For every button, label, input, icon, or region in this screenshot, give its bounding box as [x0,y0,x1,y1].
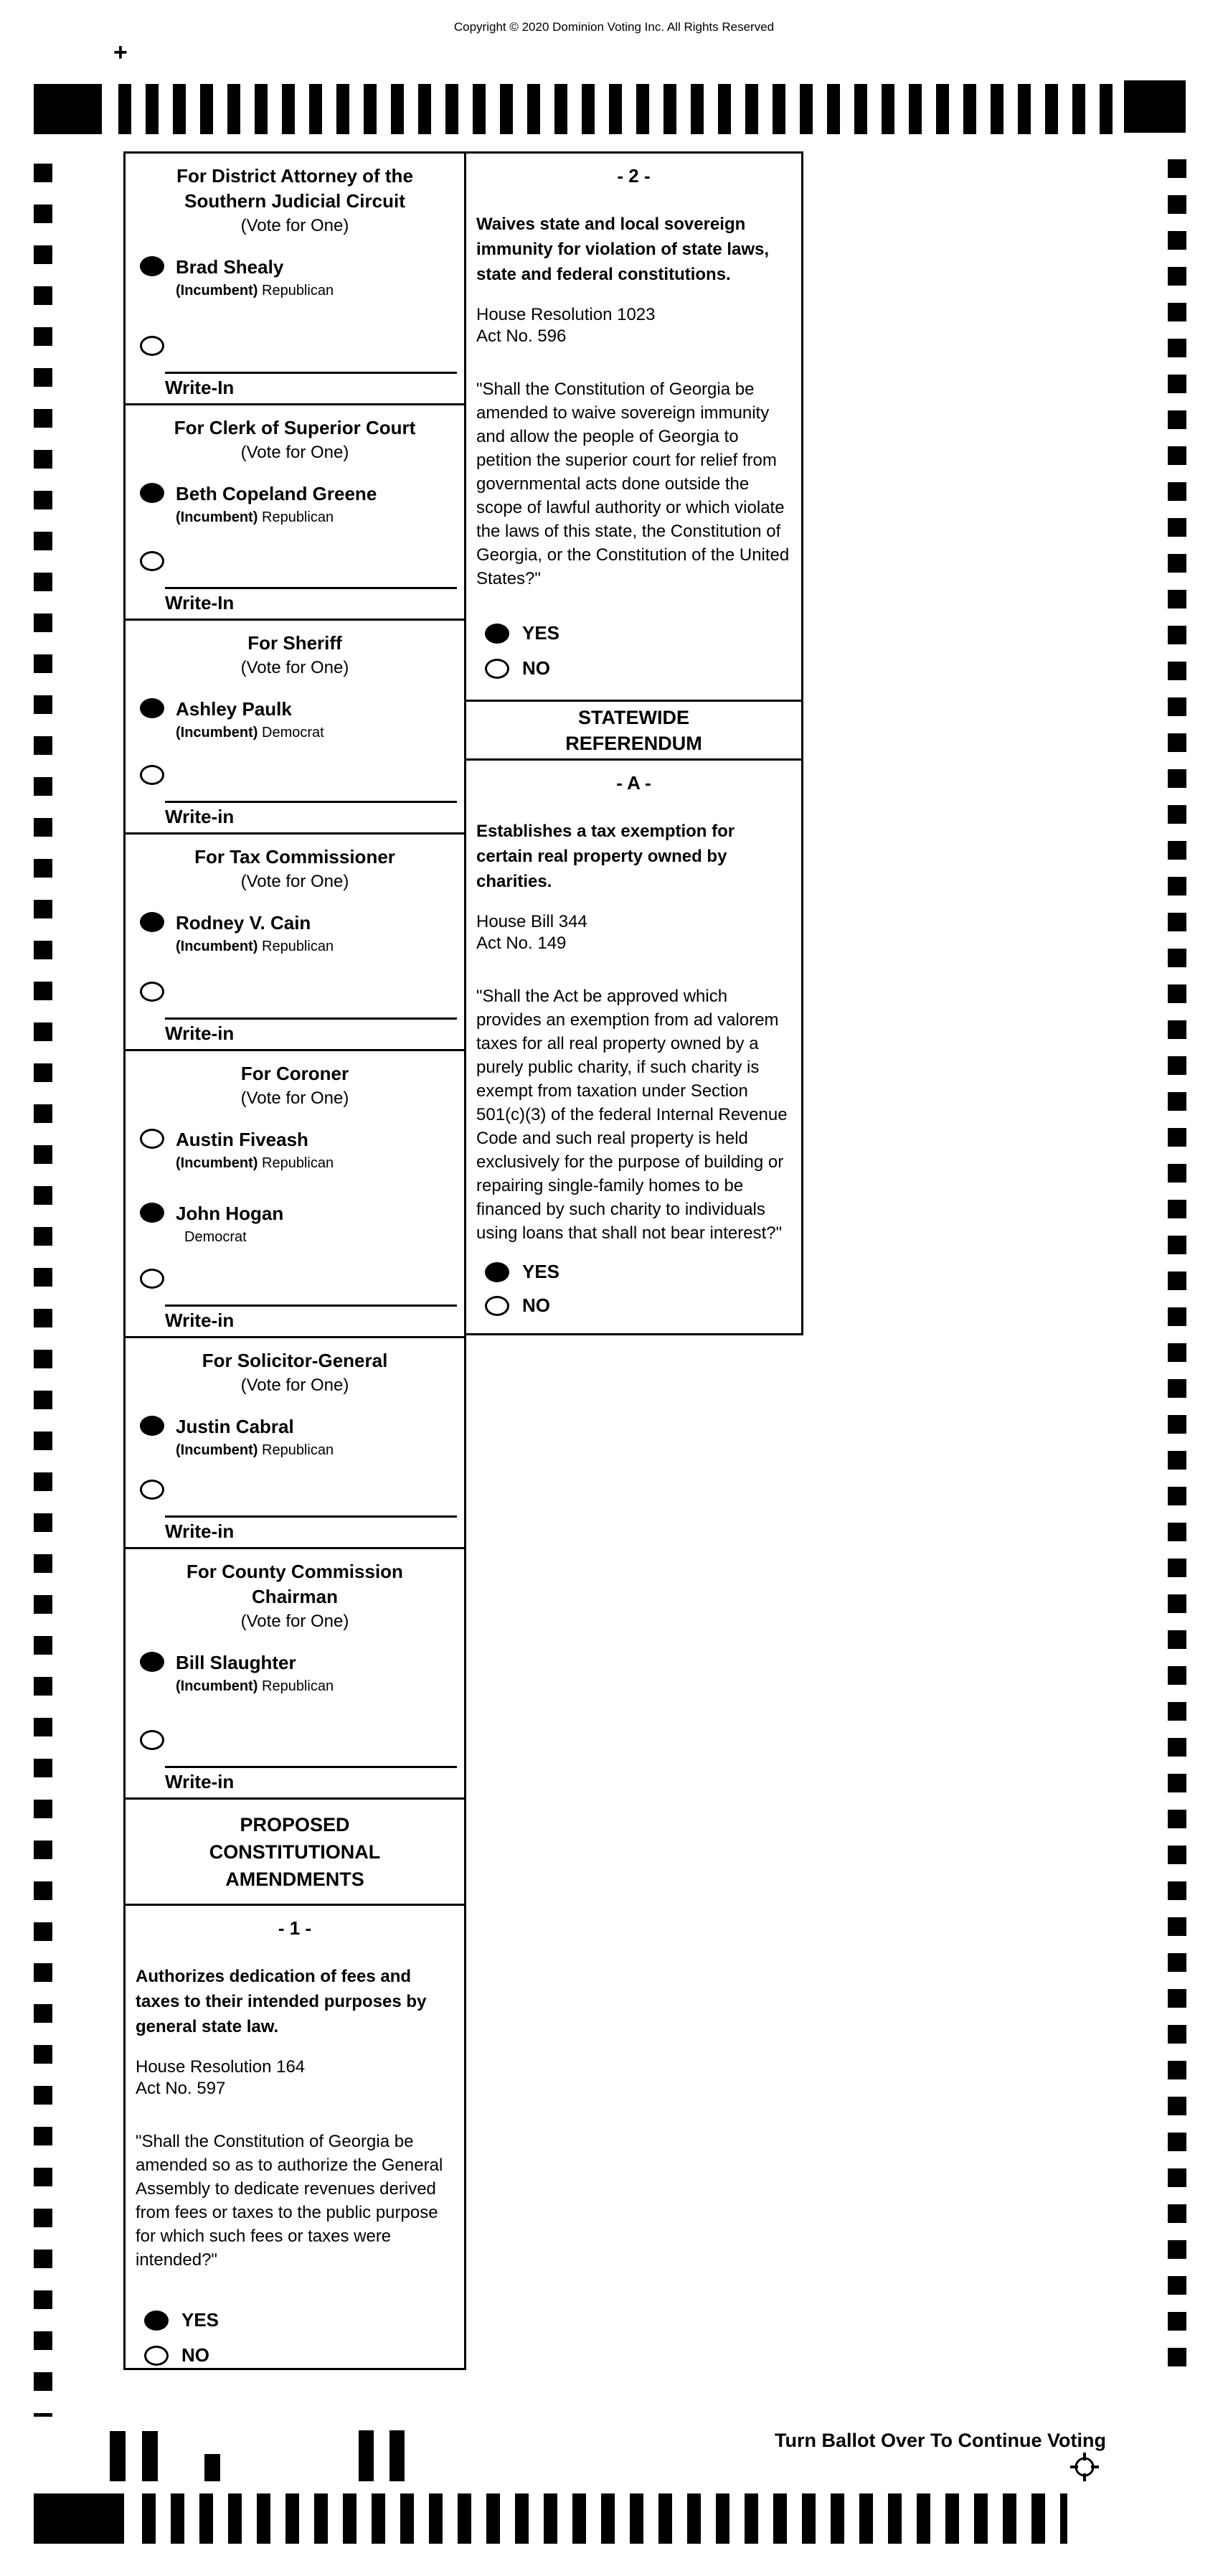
incumbent-label: (Incumbent) [176,509,258,525]
write-in-oval[interactable] [140,336,164,356]
contest-title: For Coroner [240,1063,349,1084]
measure-references: House Resolution 164 Act No. 597 [136,2057,306,2098]
write-in-oval[interactable] [140,1730,164,1750]
vote-instruction: (Vote for One) [240,216,349,235]
candidate-oval[interactable] [140,1129,164,1149]
ballot-column-right [464,151,803,1335]
measure-references: House Resolution 1023 Act No. 596 [476,305,656,346]
timing-block-top-right [1124,80,1186,133]
write-in-oval[interactable] [140,982,164,1002]
no-row [476,657,791,680]
measure-question: "Shall the Act be approved which provides an exemption from ad valorem taxes for all real property owned by a purely public charity, if such charity is exempt from taxation under Section 501(c)(3) of the federal Internal Revenue Code and such real property is held exclusively for the purpose of building or repairing single-family homes to be financed by such charity to individuals using loans that shall not bear interest?" [476,987,788,1243]
referendum-header [466,702,801,761]
candidate-party [176,1228,283,1246]
referendum-a [466,761,801,1332]
candidate-oval[interactable] [140,698,164,718]
stub-mark [110,2431,126,2481]
party-label: Democrat [184,1229,247,1245]
write-in-oval[interactable] [140,1269,164,1289]
candidate-party [176,1677,334,1696]
contest-clerk-superior-court [126,405,464,621]
candidate-row [126,698,464,742]
write-in-label: Write-in [165,1023,235,1044]
candidate-row [126,256,464,300]
measure-question: "Shall the Constitution of Georgia be amended to waive sovereign immunity and allow the people of Georgia to petition the superior court for relief from governmental acts done outside the scope of lawful authority or which violate the laws of this state, the Constitution of Georgia, or the Constitution of the United States?" [476,380,790,588]
no-label: NO [181,2344,209,2366]
timing-marks-right [1168,159,1186,2371]
no-row [476,1294,791,1317]
no-oval[interactable] [485,659,509,679]
candidate-party [176,281,334,300]
yes-label: YES [181,2309,219,2331]
candidate-oval[interactable] [140,256,164,276]
contest-district-attorney [126,154,464,405]
candidate-name: Justin Cabral [176,1416,294,1437]
candidate-oval[interactable] [140,1416,164,1436]
measure-number: - 2 - [617,165,651,187]
candidate-party [176,508,377,527]
candidate-oval[interactable] [140,483,164,503]
party-label: Republican [262,509,334,525]
party-label: Republican [262,939,334,954]
incumbent-label: (Incumbent) [176,725,258,741]
candidate-row [126,912,464,956]
candidate-party [176,723,324,742]
stub-mark [359,2430,374,2481]
yes-row [476,1261,791,1283]
yes-row [476,622,791,644]
candidate-name: Bill Slaughter [176,1652,296,1673]
contest-title: For District Attorney of the Southern Judicial Circuit [176,165,413,212]
write-in-area[interactable] [165,801,457,828]
measure-question: "Shall the Constitution of Georgia be amended so as to authorize the General Assembly to dedicate revenues derived from fees or taxes to the public purpose for which such fees or taxes were intended?" [136,2132,443,2270]
no-oval[interactable] [144,2346,169,2366]
candidate-row [126,1652,464,1696]
contest-title: For County Commission Chairman [186,1561,403,1607]
yes-oval[interactable] [485,624,509,644]
amendment-2 [466,154,801,702]
no-label: NO [522,1294,550,1316]
stub-mark [204,2454,220,2481]
write-in-area[interactable] [165,1766,457,1793]
candidate-name: Austin Fiveash [176,1129,308,1150]
candidate-oval[interactable] [140,1203,164,1223]
measure-number: - 1 - [278,1917,312,1939]
candidate-name: Beth Copeland Greene [176,483,377,504]
no-row [136,2344,454,2366]
contest-title: For Tax Commissioner [194,846,395,868]
contest-sheriff [126,621,464,835]
contest-title: For Sheriff [247,632,342,654]
amendments-header-text: PROPOSED CONSTITUTIONAL AMENDMENTS [209,1813,381,1890]
candidate-oval[interactable] [140,912,164,932]
ballot-column-left [123,151,466,2370]
contest-county-commission-chairman [126,1549,464,1800]
stub-code: 35 [389,2443,402,2455]
candidate-oval[interactable] [140,1652,164,1672]
candidate-party [176,937,334,956]
no-label: NO [522,657,550,679]
write-in-area[interactable] [165,372,457,399]
party-label: Democrat [262,725,324,741]
amendment-1 [126,1906,464,2368]
party-label: Republican [262,1442,334,1458]
write-in-label: Write-in [165,1771,235,1792]
candidate-name: John Hogan [176,1203,284,1224]
measure-summary: Authorizes dedication of fees and taxes to their intended purposes by general state law. [136,1967,427,2036]
registration-plus-icon: + [113,39,128,66]
yes-label: YES [522,622,560,644]
write-in-label: Write-In [165,377,235,398]
vote-instruction: (Vote for One) [240,1089,349,1108]
candidate-row [126,1416,464,1459]
write-in-label: Write-In [165,592,235,614]
candidate-name: Ashley Paulk [176,698,292,720]
incumbent-label: (Incumbent) [176,939,258,954]
yes-oval[interactable] [144,2311,169,2331]
contest-coroner [126,1051,464,1338]
candidate-row [126,483,464,527]
write-in-area[interactable] [165,1515,457,1543]
yes-label: YES [522,1261,560,1282]
amendments-header [126,1800,464,1906]
write-in-label: Write-in [165,806,235,827]
party-label: Republican [262,283,334,299]
measure-summary: Establishes a tax exemption for certain real property owned by charities. [476,822,735,891]
vote-instruction: (Vote for One) [240,1376,349,1395]
referendum-header-text: STATEWIDE REFERENDUM [565,706,702,754]
stub-mark [142,2431,158,2481]
contest-title: For Clerk of Superior Court [174,417,416,438]
measure-number: - A - [616,772,651,794]
incumbent-label: (Incumbent) [176,1678,258,1694]
measure-summary: Waives state and local sovereign immunity for violation of state laws, state and federal constitutions. [476,215,770,284]
measure-references: House Bill 344 Act No. 149 [476,912,587,953]
timing-marks-bottom [142,2493,1067,2544]
vote-instruction: (Vote for One) [240,443,349,462]
yes-oval[interactable] [485,1262,509,1282]
candidate-name: Brad Shealy [176,256,284,278]
incumbent-label: (Incumbent) [176,283,258,299]
write-in-oval[interactable] [140,551,164,571]
stub-mark [389,2430,405,2481]
contest-solicitor-general [126,1338,464,1549]
write-in-label: Write-in [165,1310,235,1331]
registration-target-icon [1069,2451,1100,2483]
vote-instruction: (Vote for One) [240,1612,349,1631]
turn-ballot-over-text: Turn Ballot Over To Continue Voting [775,2430,1106,2451]
write-in-area[interactable] [165,1017,457,1045]
contest-title: For Solicitor-General [202,1350,388,1371]
write-in-oval[interactable] [140,1480,164,1500]
write-in-label: Write-in [165,1520,235,1542]
candidate-row [126,1129,464,1172]
timing-marks-top [118,84,1119,134]
candidate-party [176,1154,334,1172]
no-oval[interactable] [485,1296,509,1316]
write-in-oval[interactable] [140,765,164,785]
yes-row [136,2309,454,2331]
contest-tax-commissioner [126,835,464,1051]
timing-marks-left [34,164,52,2417]
vote-instruction: (Vote for One) [240,872,349,891]
timing-block-top-left [34,84,102,134]
write-in-area[interactable] [165,1305,457,1332]
incumbent-label: (Incumbent) [176,1442,258,1458]
timing-block-bottom-left [34,2493,124,2544]
candidate-row [126,1203,464,1246]
party-label: Republican [262,1155,334,1171]
vote-instruction: (Vote for One) [240,658,349,677]
candidate-name: Rodney V. Cain [176,912,311,934]
write-in-area[interactable] [165,587,457,614]
incumbent-label: (Incumbent) [176,1155,258,1171]
copyright-notice: Copyright © 2020 Dominion Voting Inc. All Rights Reserved [453,20,775,34]
candidate-party [176,1441,334,1459]
party-label: Republican [262,1678,334,1694]
